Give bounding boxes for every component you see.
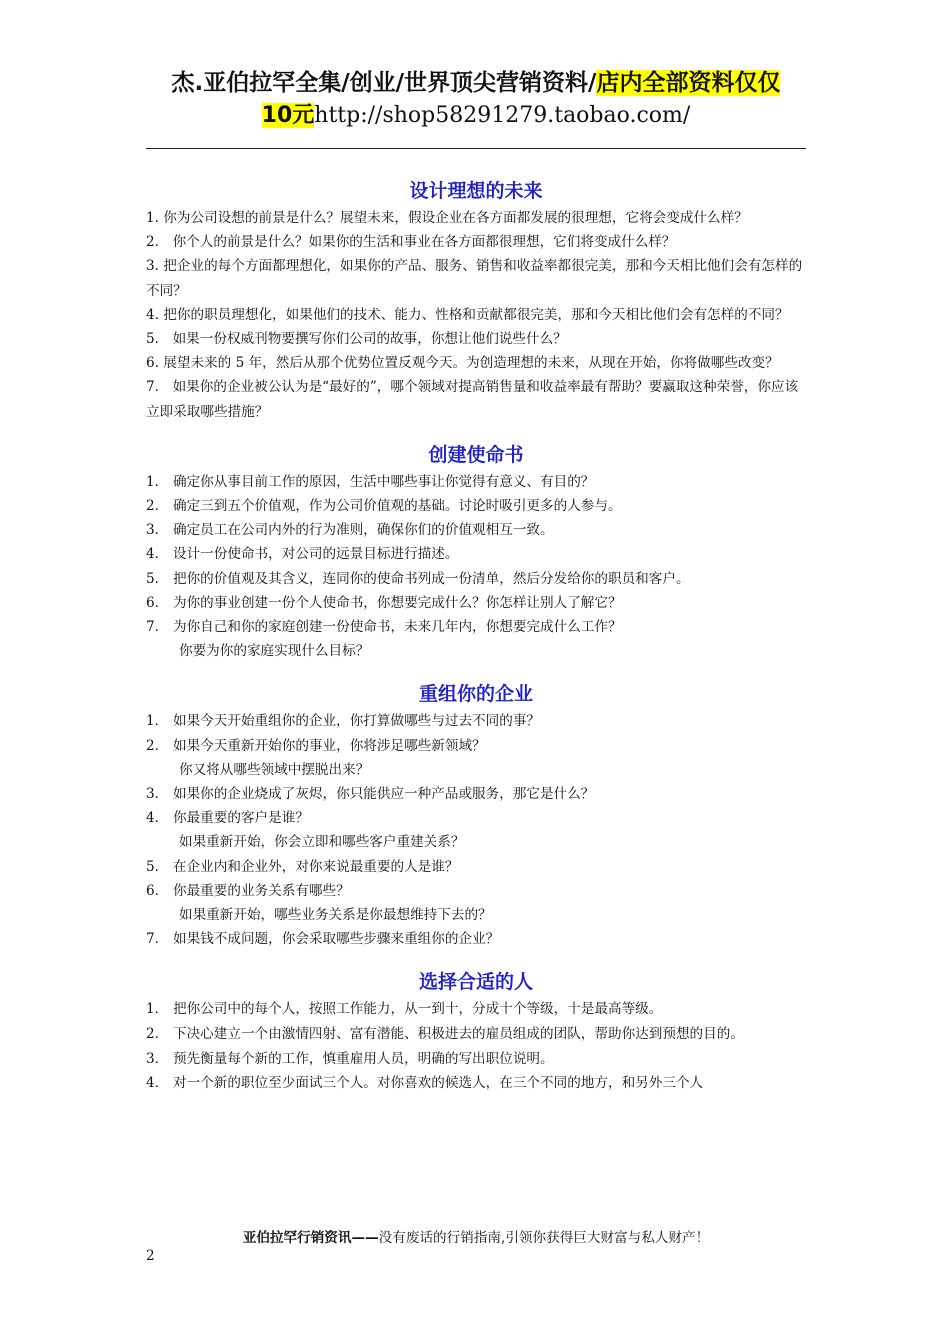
list-item [146,782,806,806]
item-number: 1． [146,713,169,730]
item-text: 把你公司中的每个人，按照工作能力，从一到十，分成十个等级，十是最高等级。 [173,1001,663,1018]
item-number: 3． [146,786,169,803]
page-header [146,66,806,132]
list-item [146,1047,806,1072]
section-design-future [146,178,806,424]
list-item [146,591,806,615]
list-item: 5． 如果一份权威刊物要撰写你们公司的故事，你想让他们说些什么？ [146,331,567,348]
list-item [146,494,806,518]
list-item [146,542,806,566]
list-item [146,1022,806,1047]
document-body [146,172,806,1114]
list-item [146,927,806,951]
header-promo-highlight: 店内全部资料仅仅 [596,70,781,96]
header-url-line [146,100,806,132]
list-item [146,997,806,1022]
item-text: 为你自己和你的家庭创建一份使命书，未来几年内，你想要完成什么工作？ [173,619,622,636]
section-title: 设计理想的未来 [409,180,543,202]
item-text: 如果今天开始重组你的企业，你打算做哪些与过去不同的事？ [173,713,541,730]
list-item [146,470,806,494]
section-title: 选择合适的人 [418,971,533,994]
list-item-continuation: 如果重新开始，你会立即和哪些客户重建关系？ [179,834,465,851]
item-text: 你最重要的客户是谁？ [173,810,309,827]
item-number: 4． [146,546,169,563]
header-title-line [146,66,806,100]
item-number: 1． [146,1001,169,1018]
page-number: 2 [146,1248,155,1264]
section-title: 创建使命书 [428,443,524,466]
list-item: 6. 展望未来的 5 年，然后从那个优势位置反观今天。为创造理想的未来，从现在开始，你将做哪些改变？ [146,355,779,372]
list-item: 1. 你为公司设想的前景是什么？展望未来，假设企业在各方面都发展的很理想，它将会变成什么样？ [146,210,748,226]
section-mission-statement [146,442,806,664]
item-number: 6． [146,882,169,899]
list-item [146,518,806,542]
item-number: 7． [146,619,169,636]
item-text: 你最重要的业务关系有哪些？ [173,882,350,899]
item-number: 4． [146,1075,169,1092]
footer-slogan: 没有废话的行销指南,引领你获得巨大财富与私人财产！ [378,1230,710,1246]
item-number: 1． [146,473,169,490]
item-text: 确定员工在公司内外的行为准则，确保你们的价值观相互一致。 [173,522,554,539]
item-text: 如果今天重新开始你的事业，你将涉足哪些新领域？ [173,737,486,754]
list-item [146,806,806,830]
list-item [146,567,806,591]
list-item [146,615,806,639]
item-number: 3． [146,522,169,539]
list-item [146,709,806,733]
list-item [146,1071,806,1096]
list-item [146,734,806,758]
item-number: 7． [146,931,169,948]
page-footer [146,1227,806,1249]
header-title-text: 杰.亚伯拉罕全集/创业/世界顶尖营销资料/ [171,70,597,96]
item-text: 在企业内和企业外，对你来说最重要的人是谁？ [173,858,459,875]
item-text: 下决心建立一个由激情四射、富有潜能、积极进去的雇员组成的团队，帮助你达到预想的目的。 [173,1026,744,1043]
list-item-continuation: 你又将从哪些领域中摆脱出来？ [179,761,370,778]
list-item: 3. 把企业的每个方面都理想化，如果你的产品、服务、销售和收益率都很完美，那和今天相比他们会有怎样的不同？ [146,258,803,299]
item-number: 2． [146,1026,169,1043]
item-text: 确定三到五个价值观，作为公司价值观的基础。讨论时吸引更多的人参与。 [173,498,622,515]
item-text: 对一个新的职位至少面试三个人。对你喜欢的候选人，在三个不同的地方，和另外三个人 [173,1075,704,1092]
item-number: 3． [146,1050,169,1067]
item-text: 预先衡量每个新的工作，慎重雇用人员，明确的写出职位说明。 [173,1050,554,1067]
item-number: 4． [146,810,169,827]
list-item: 4. 把你的职员理想化，如果他们的技术、能力、性格和贡献都很完美，那和今天相比他们会有怎样的不同？ [146,306,789,323]
list-item: 2． 你个人的前景是什么？如果你的生活和事业在各方面都很理想，它们将变成什么样？ [146,234,676,251]
item-text: 设计一份使命书，对公司的远景目标进行描述。 [173,546,459,563]
item-number: 2． [146,498,169,515]
item-number: 5． [146,570,169,587]
item-number: 6． [146,594,169,611]
section-reorganize-business [146,681,806,951]
header-divider [146,148,806,149]
item-number: 2． [146,737,169,754]
item-text: 如果钱不成问题，你会采取哪些步骤来重组你的企业？ [173,931,500,948]
header-price: 10元 [261,103,315,128]
list-item-continuation: 你要为你的家庭实现什么目标？ [179,643,370,660]
section-title: 重组你的企业 [418,683,533,706]
item-text: 为你的事业创建一份个人使命书，你想要完成什么？你怎样让别人了解它？ [173,594,622,611]
footer-brand: 亚伯拉罕行销资讯—— [242,1230,379,1246]
item-text: 把你的价值观及其含义，连同你的使命书列成一份清单，然后分发给你的职员和客户。 [173,570,690,587]
list-item-continuation: 如果重新开始，哪些业务关系是你最想维持下去的？ [179,907,492,924]
section-choose-right-people [146,969,806,1095]
list-item [146,855,806,879]
item-text: 确定你从事目前工作的原因，生活中哪些事让你觉得有意义、有目的？ [173,473,595,490]
item-text: 如果你的企业烧成了灰烬，你只能供应一种产品或服务，那它是什么？ [173,786,595,803]
list-item [146,879,806,903]
list-item: 7． 如果你的企业被公认为是“最好的”，哪个领域对提高销售量和收益率最有帮助？要赢取这种荣誉，你应该立即采取哪些措施？ [146,379,799,420]
item-number: 5． [146,858,169,875]
header-shop-link[interactable]: http://shop58291279.taobao.com/ [314,103,691,128]
